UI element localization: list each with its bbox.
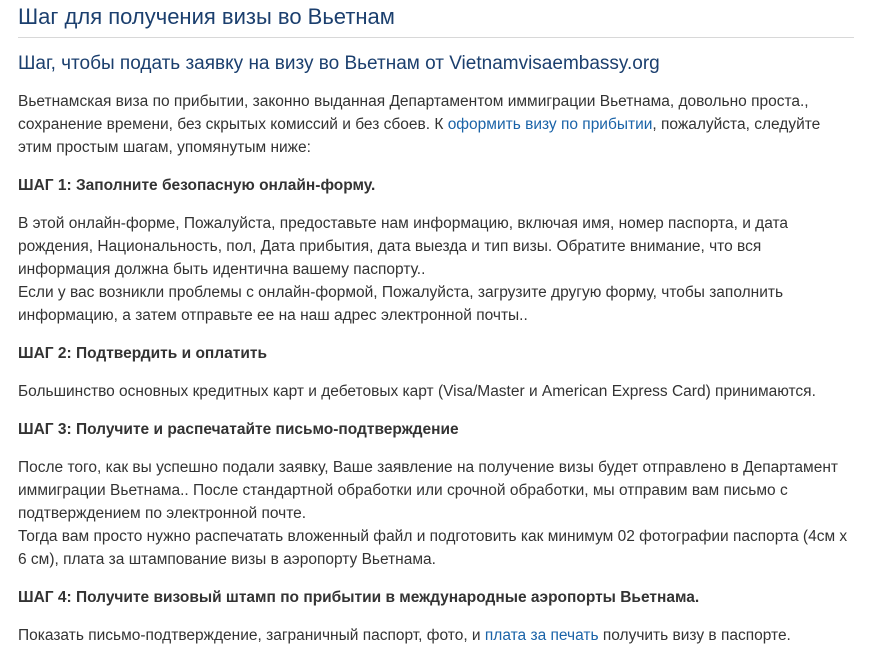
- stamping-fee-link[interactable]: плата за печать: [484, 627, 599, 644]
- intro-text-end: , пожалуйста, следуйте этим простым шагам, упомянутым ниже:: [18, 116, 821, 156]
- step-4-text-a: Показать письмо-подтверждение, заграничный паспорт, фото, и: [18, 627, 485, 644]
- step-3-heading: ШАГ 3: Получите и распечатайте письмо-подтверждение: [18, 421, 459, 438]
- step-3-text: [18, 456, 854, 571]
- step-4-text-b: получить визу в паспорте.: [598, 627, 791, 644]
- intro-paragraph: [18, 90, 854, 159]
- step-3-text-a: После того, как вы успешно подали заявку, Ваше заявление на получение визы будет отправлено в Департамент иммиграции Вьетнама.. После стандартной обработки или срочной обработки, мы отправим вам письмо с подтверждением по электронной почте.: [18, 459, 838, 522]
- section-title: Шаг, чтобы подать заявку на визу во Вьетнам от Vietnamvisaembassy.org: [18, 53, 660, 74]
- step-1-text-b: Если у вас возникли проблемы с онлайн-формой, Пожалуйста, загрузите другую форму, чтобы заполнить информацию, а затем отправьте ее на наш адрес электронной почты..: [18, 284, 784, 324]
- step-4-text: [18, 624, 854, 647]
- step-4-heading: ШАГ 4: Получите визовый штамп по прибытии в международные аэропорты Вьетнама.: [18, 589, 700, 606]
- step-1-heading: ШАГ 1: Заполните безопасную онлайн-форму.: [18, 177, 376, 194]
- step-3-text-b: Тогда вам просто нужно распечатать вложенный файл и подготовить как минимум 02 фотографии паспорта (4см х 6 см), плата за штампование визы в аэропорту Вьетнама.: [18, 528, 848, 568]
- step-2-heading: ШАГ 2: Подтвердить и оплатить: [18, 345, 267, 362]
- visa-on-arrival-link[interactable]: оформить визу по прибытии: [447, 116, 653, 133]
- step-2-text: Большинство основных кредитных карт и дебетовых карт (Visa/Master и American Express Card) принимаются.: [18, 383, 816, 400]
- step-1-text-a: В этой онлайн-форме, Пожалуйста, предоставьте нам информацию, включая имя, номер паспорта, и дата рождения, Национальность, пол, Дата прибытия, дата выезда и тип визы. Обратите внимание, что вся информация должна быть идентична вашему паспорту..: [18, 215, 789, 278]
- intro-text: Вьетнамская виза по прибытии, законно выданная Департаментом иммиграции Вьетнама, довольно проста., сохранение времени, без скрытых комиссий и без сбоев. К: [18, 93, 809, 133]
- step-1-text: [18, 212, 854, 327]
- page-title: Шаг для получения визы во Вьетнам: [18, 0, 854, 38]
